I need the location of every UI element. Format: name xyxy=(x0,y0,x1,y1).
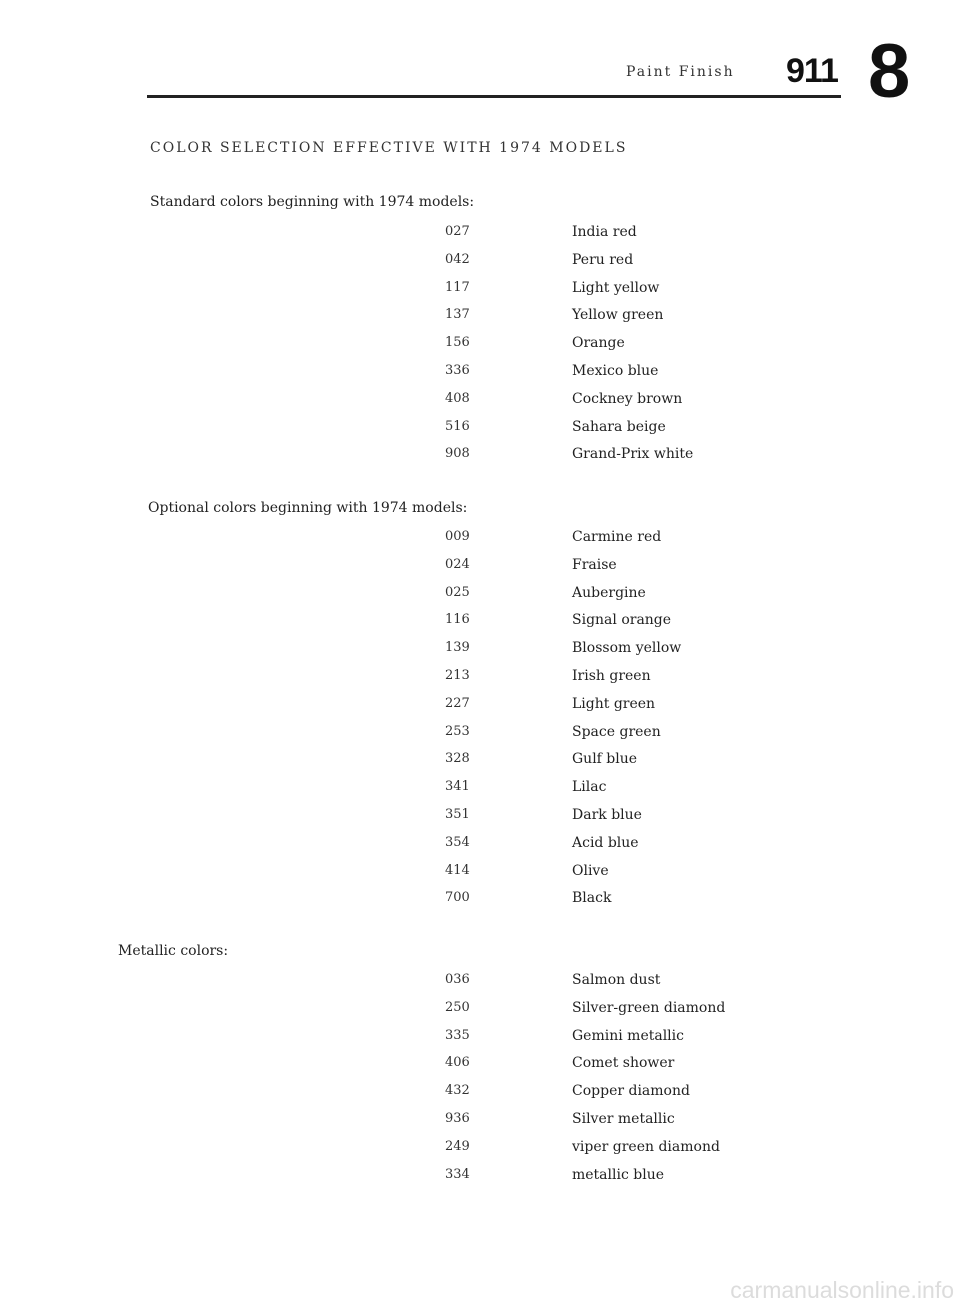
color-name: Mexico blue xyxy=(572,363,659,379)
color-row xyxy=(0,557,960,577)
color-name: Irish green xyxy=(572,668,651,684)
color-row xyxy=(0,224,960,244)
color-name: Fraise xyxy=(572,556,617,573)
color-code: 156 xyxy=(445,335,470,351)
model-number: 911 xyxy=(786,52,838,90)
color-name: viper green diamond xyxy=(572,1138,720,1155)
color-name: Dark blue xyxy=(572,807,642,823)
color-row xyxy=(0,696,960,716)
group-label: Standard colors beginning with 1974 models: xyxy=(150,194,475,210)
color-code: 139 xyxy=(445,640,470,656)
color-row xyxy=(0,612,960,632)
color-code: 117 xyxy=(445,279,470,295)
color-code: 354 xyxy=(445,834,470,850)
color-code: 227 xyxy=(445,695,470,711)
color-code: 351 xyxy=(445,807,470,822)
color-row xyxy=(0,1083,960,1103)
color-row xyxy=(0,863,960,883)
color-row xyxy=(0,529,960,549)
color-row xyxy=(0,1000,960,1020)
footer-watermark: carmanualsonline.info xyxy=(730,1277,954,1303)
color-name: Silver metallic xyxy=(572,1111,675,1127)
color-name: Peru red xyxy=(572,251,634,268)
color-code: 024 xyxy=(445,556,470,572)
color-row xyxy=(0,972,960,992)
color-row xyxy=(0,252,960,272)
color-code: 213 xyxy=(445,668,470,683)
color-row xyxy=(0,391,960,411)
color-code: 336 xyxy=(445,363,470,378)
color-name: Light yellow xyxy=(572,279,660,296)
color-name: Aubergine xyxy=(572,584,646,601)
color-code: 335 xyxy=(445,1027,470,1043)
color-name: Space green xyxy=(572,723,661,740)
group-label: Metallic colors: xyxy=(118,943,229,959)
color-code: 042 xyxy=(445,251,470,267)
chapter-number: 8 xyxy=(868,29,911,114)
color-row xyxy=(0,446,960,466)
color-name: Black xyxy=(572,890,612,907)
color-row xyxy=(0,890,960,910)
color-name: Gulf blue xyxy=(572,751,638,768)
color-row xyxy=(0,280,960,300)
color-row xyxy=(0,779,960,799)
color-row xyxy=(0,640,960,660)
color-name: metallic blue xyxy=(572,1166,664,1183)
color-name: Copper diamond xyxy=(572,1083,690,1100)
color-name: Salmon dust xyxy=(572,972,661,988)
color-code: 414 xyxy=(445,862,470,878)
color-name: Signal orange xyxy=(572,612,672,629)
color-row xyxy=(0,363,960,383)
color-name: Silver-green diamond xyxy=(572,999,726,1016)
color-code: 341 xyxy=(445,779,470,795)
color-code: 408 xyxy=(445,390,470,406)
color-code: 027 xyxy=(445,224,470,239)
color-code: 249 xyxy=(445,1138,470,1154)
color-code: 328 xyxy=(445,751,470,767)
section-title: Paint Finish xyxy=(626,64,735,80)
color-name: Carmine red xyxy=(572,529,662,545)
color-code: 025 xyxy=(445,584,470,600)
color-code: 116 xyxy=(445,612,470,628)
color-row xyxy=(0,1111,960,1131)
color-row xyxy=(0,419,960,439)
color-code: 334 xyxy=(445,1166,470,1182)
color-name: Cockney brown xyxy=(572,390,683,407)
color-name: India red xyxy=(572,224,637,240)
color-row xyxy=(0,1139,960,1159)
color-name: Acid blue xyxy=(572,834,639,851)
color-name: Yellow green xyxy=(572,307,664,324)
color-code: 253 xyxy=(445,723,470,739)
color-code: 936 xyxy=(445,1111,470,1126)
color-row xyxy=(0,335,960,355)
page-title: COLOR SELECTION EFFECTIVE WITH 1974 MODELS xyxy=(150,140,628,156)
color-row xyxy=(0,585,960,605)
header-rule xyxy=(147,95,841,98)
color-name: Gemini metallic xyxy=(572,1027,684,1044)
color-name: Lilac xyxy=(572,779,607,796)
color-name: Light green xyxy=(572,695,656,712)
color-code: 009 xyxy=(445,529,470,544)
color-name: Grand-Prix white xyxy=(572,446,694,463)
color-name: Sahara beige xyxy=(572,418,666,435)
color-row xyxy=(0,1167,960,1187)
color-code: 406 xyxy=(445,1055,470,1071)
color-name: Comet shower xyxy=(572,1055,675,1072)
color-code: 036 xyxy=(445,972,470,987)
color-row xyxy=(0,724,960,744)
color-row xyxy=(0,1028,960,1048)
color-row xyxy=(0,807,960,827)
color-row xyxy=(0,668,960,688)
color-code: 908 xyxy=(445,446,470,462)
color-name: Orange xyxy=(572,335,625,352)
color-code: 516 xyxy=(445,418,470,434)
color-row xyxy=(0,1055,960,1075)
color-name: Olive xyxy=(572,862,609,879)
color-name: Blossom yellow xyxy=(572,640,682,657)
color-code: 432 xyxy=(445,1083,470,1099)
color-code: 250 xyxy=(445,999,470,1015)
color-row xyxy=(0,307,960,327)
color-code: 137 xyxy=(445,307,470,323)
color-code: 700 xyxy=(445,890,470,906)
group-label: Optional colors beginning with 1974 models: xyxy=(148,500,468,516)
color-row xyxy=(0,751,960,771)
color-row xyxy=(0,835,960,855)
